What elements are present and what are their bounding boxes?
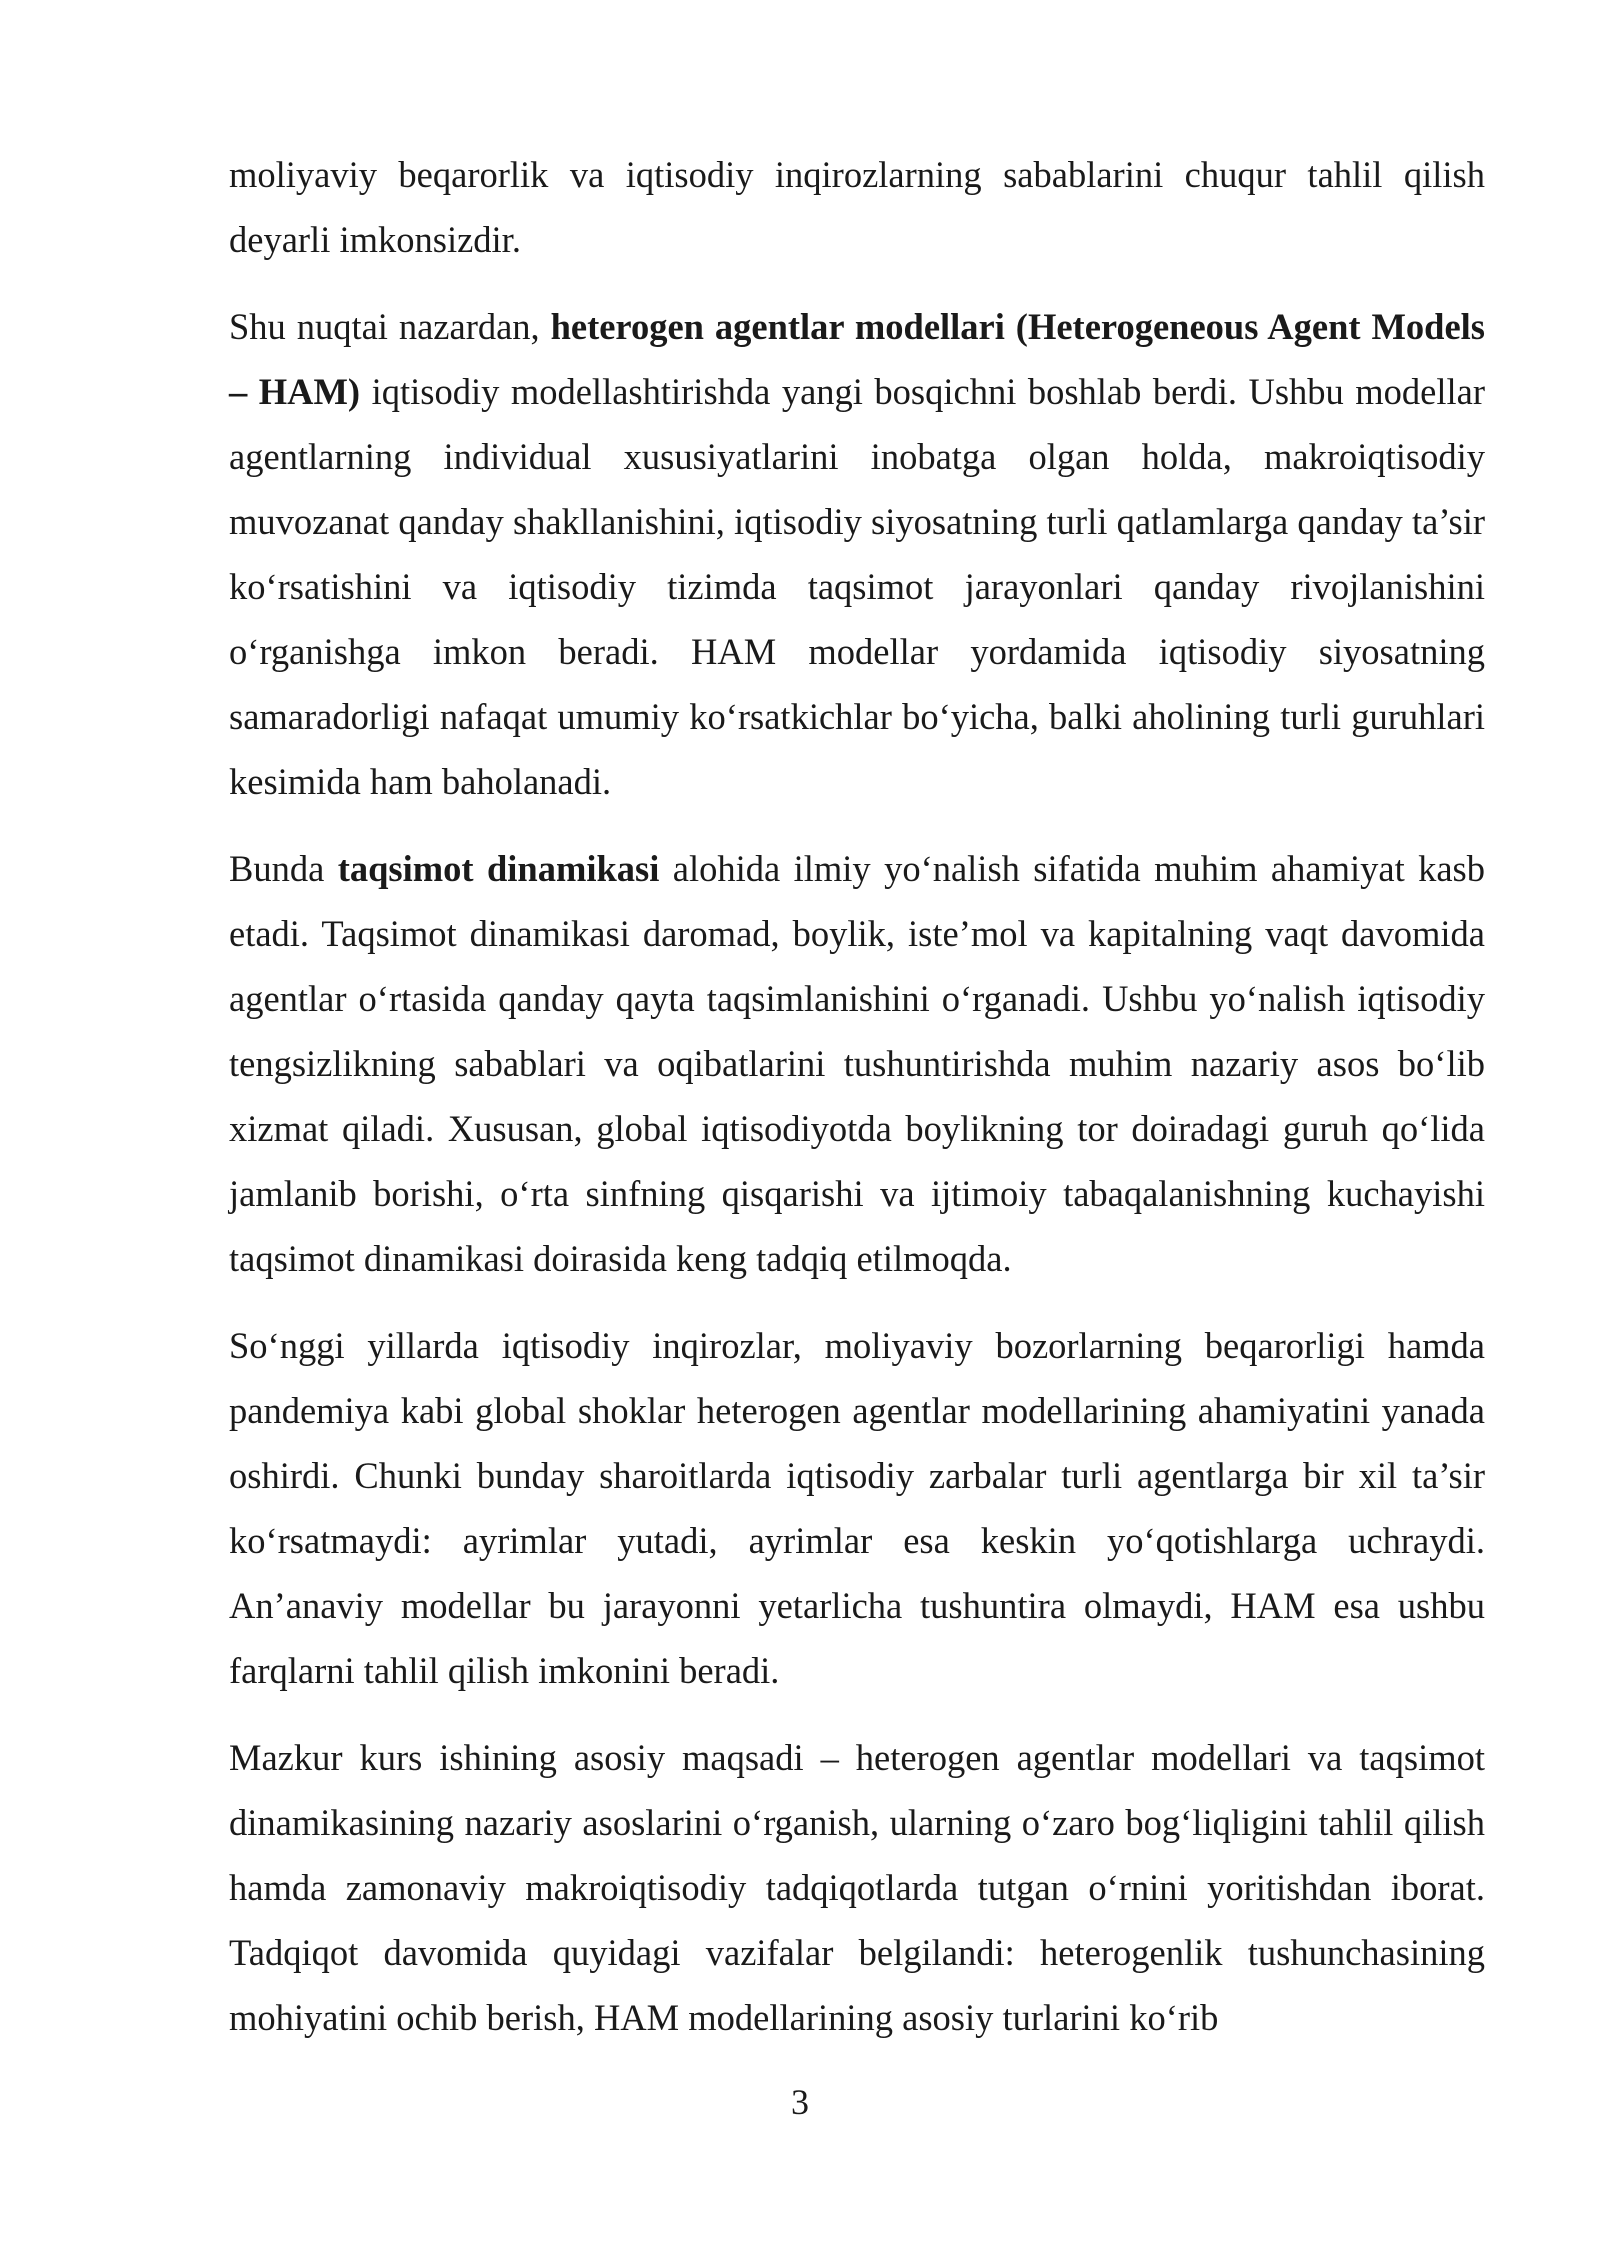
- paragraph-2-text: Shu nuqtai nazardan,: [229, 306, 551, 347]
- paragraph-5: [229, 1725, 1485, 2050]
- paragraph-2-text-continued: iqtisodiy modellashtirishda yangi bosqichni boshlab berdi. Ushbu modellar agentlarning individual xususiyatlarini inobatga olgan holda, makroiqtisodiy muvozanat qanday shakllanishini, iqtisodiy siyosatning turli qatlamlarga qanday ta’sir ko‘rsatishini va iqtisodiy tizimda taqsimot jarayonlari qanday rivojlanishini o‘rganishga imkon beradi. HAM modellar yordamida iqtisodiy siyosatning samaradorligi nafaqat umumiy ko‘rsatkichlar bo‘yicha, balki aholining turli guruhlari kesimida ham baholanadi.: [229, 371, 1485, 802]
- paragraph-4: [229, 1313, 1485, 1703]
- paragraph-4-text: So‘nggi yillarda iqtisodiy inqirozlar, moliyaviy bozorlarning beqarorligi hamda pandemiya kabi global shoklar heterogen agentlar modellarining ahamiyatini yanada oshirdi. Chunki bunday sharoitlarda iqtisodiy zarbalar turli agentlarga bir xil ta’sir ko‘rsatmaydi: ayrimlar yutadi, ayrimlar esa keskin yo‘qotishlarga uchraydi. An’anaviy modellar bu jarayonni yetarlicha tushuntira olmaydi, HAM esa ushbu farqlarni tahlil qilish imkonini beradi.: [229, 1325, 1485, 1691]
- paragraph-1: [229, 142, 1485, 272]
- paragraph-5-text: Mazkur kurs ishining asosiy maqsadi – heterogen agentlar modellari va taqsimot dinamikasining nazariy asoslarini o‘rganish, ularning o‘zaro bog‘liqligini tahlil qilish hamda zamonaviy makroiqtisodiy tadqiqotlarda tutgan o‘rnini yoritishdan iborat. Tadqiqot davomida quyidagi vazifalar belgilandi: heterogenlik tushunchasining mohiyatini ochib berish, HAM modellarining asosiy turlarini ko‘rib: [229, 1737, 1485, 2038]
- paragraph-3: [229, 836, 1485, 1291]
- paragraph-2: [229, 294, 1485, 814]
- paragraph-2-bold-term: heterogen agentlar modellari (Heterogeneous Agent Models – HAM): [229, 306, 1485, 412]
- paragraph-3-text-continued: alohida ilmiy yo‘nalish sifatida muhim ahamiyat kasb etadi. Taqsimot dinamikasi daromad, boylik, iste’mol va kapitalning vaqt davomida agentlar o‘rtasida qanday qayta taqsimlanishini o‘rganadi. Ushbu yo‘nalish iqtisodiy tengsizlikning sabablari va oqibatlarini tushuntirishda muhim nazariy asos bo‘lib xizmat qiladi. Xususan, global iqtisodiyotda boylikning tor doiradagi guruh qo‘lida jamlanib borishi, o‘rta sinfning qisqarishi va ijtimoiy tabaqalanishning kuchayishi taqsimot dinamikasi doirasida keng tadqiq etilmoqda.: [229, 848, 1486, 1279]
- page-body: [229, 142, 1485, 2072]
- paragraph-1-text: moliyaviy beqarorlik va iqtisodiy inqirozlarning sabablarini chuqur tahlil qilish deyarli imkonsizdir.: [229, 154, 1485, 260]
- page-number: 3: [791, 2082, 809, 2122]
- paragraph-3-bold-term: taqsimot dinamikasi: [337, 848, 660, 889]
- paragraph-3-text: Bunda: [229, 848, 338, 889]
